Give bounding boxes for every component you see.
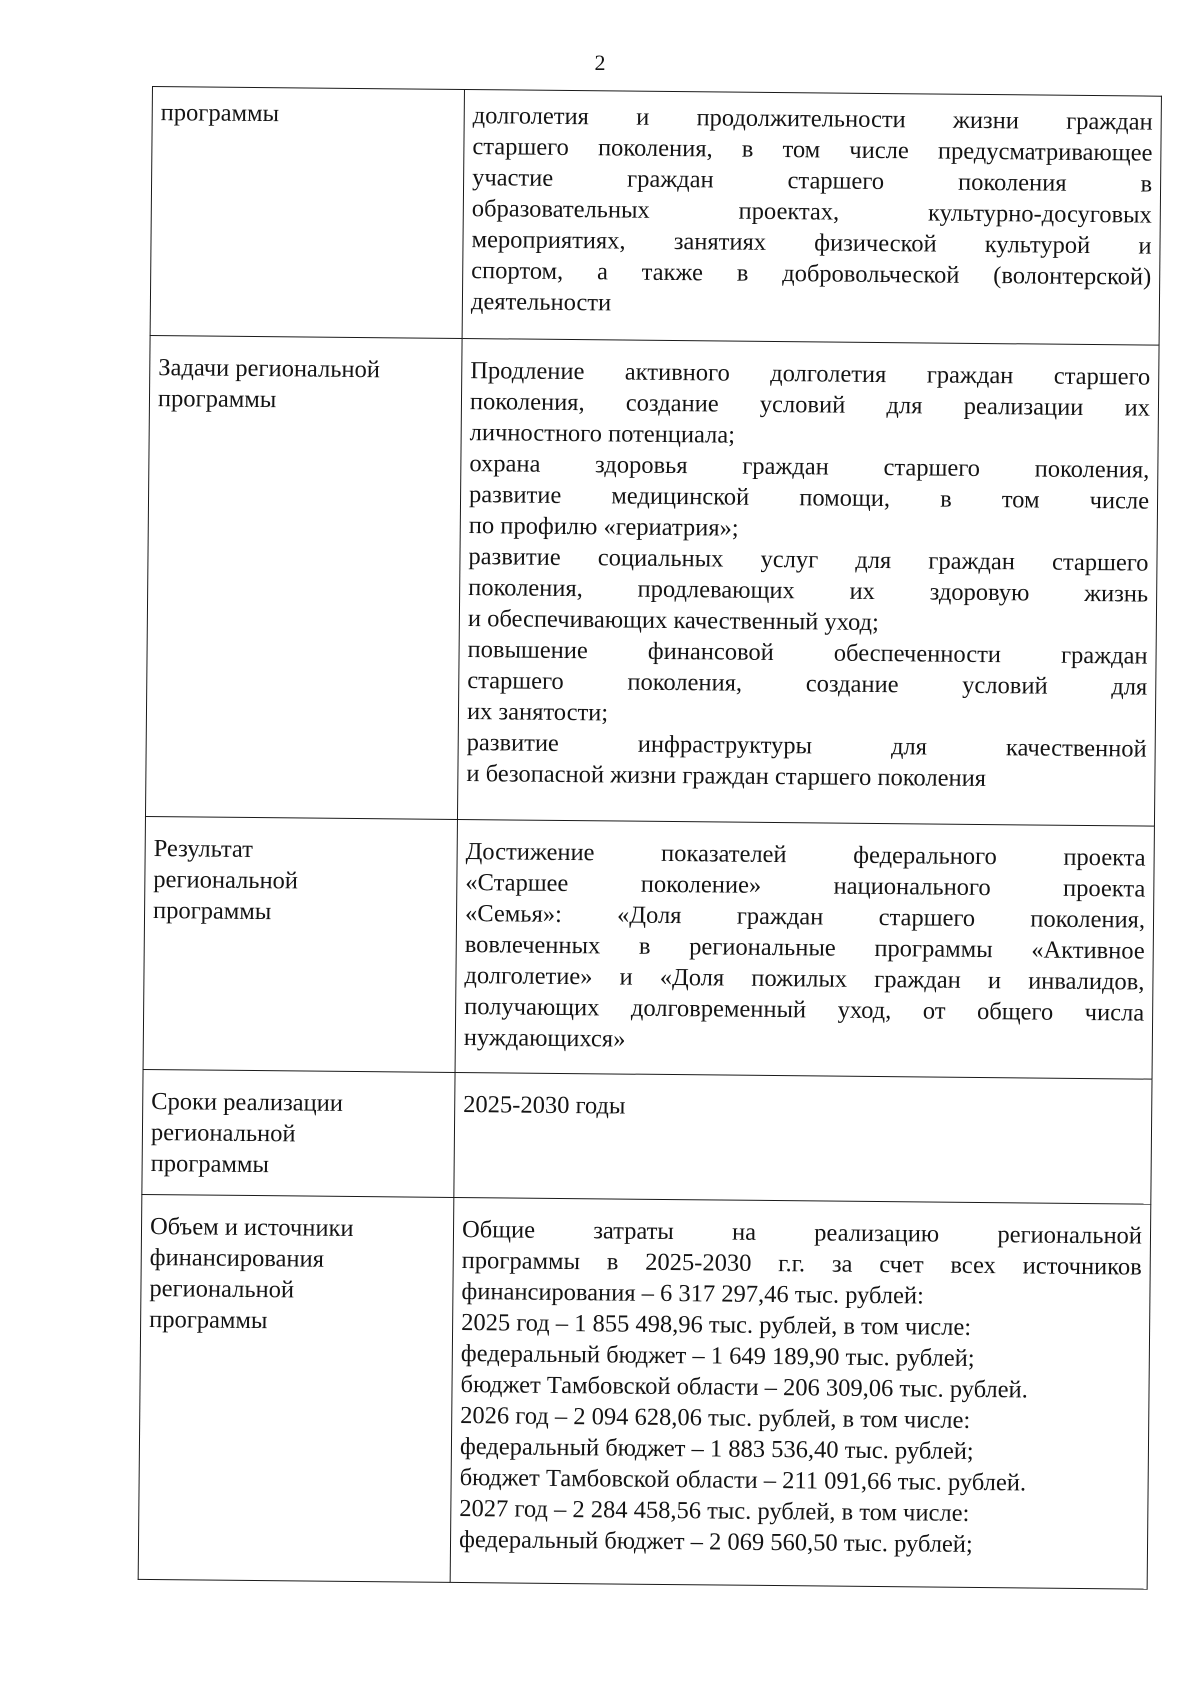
row-value-line: образовательных проектах, культурно-досуговых xyxy=(471,195,1152,229)
row-label-line: Сроки реализации xyxy=(151,1088,344,1117)
row-value-line: 2025-2030 годы xyxy=(463,1091,626,1120)
row-value-line: долголетие» и «Доля пожилых граждан и инвалидов, xyxy=(464,962,1145,996)
row-value-cell xyxy=(455,819,1154,1079)
row-value-line: федеральный бюджет – 1 883 536,40 тыс. рублей; xyxy=(459,1433,974,1465)
row-label-cell xyxy=(145,335,462,819)
row-value-line: федеральный бюджет – 2 069 560,50 тыс. рублей; xyxy=(458,1526,973,1558)
row-label-line: региональной xyxy=(150,1119,296,1148)
row-value-cell xyxy=(454,1072,1152,1204)
row-label-line: программы xyxy=(152,897,272,926)
row-value-cell xyxy=(462,89,1161,345)
row-label-cell xyxy=(150,87,464,339)
table-row xyxy=(142,1069,1152,1204)
row-value-line: 2027 год – 2 284 458,56 тыс. рублей, в том числе: xyxy=(459,1495,970,1527)
row-value-line: финансирования – 6 317 297,46 тыс. рублей: xyxy=(461,1278,925,1310)
table-row xyxy=(143,816,1154,1079)
row-value-line: «Семья»: «Доля граждан старшего поколения, xyxy=(464,900,1146,934)
row-label-line: Объем и источники xyxy=(149,1213,354,1242)
row-label-line: Задачи региональной xyxy=(158,354,381,384)
row-value-line: развитие социальных услуг для граждан старшего xyxy=(468,543,1149,577)
row-value-line: бюджет Тамбовской области – 206 309,06 тыс. рублей. xyxy=(460,1371,1028,1404)
row-value-line: развитие медицинской помощи, в том числе xyxy=(468,481,1150,515)
row-value-line: нуждающихся» xyxy=(463,1024,626,1053)
row-value-line: программы в 2025-2030 г.г. за счет всех источников xyxy=(461,1247,1142,1281)
row-value-cell xyxy=(457,338,1159,826)
row-value-line: Общие затраты на реализацию региональной xyxy=(461,1216,1143,1250)
row-value-line: поколения, продлевающих их здоровую жизнь xyxy=(468,574,1149,608)
table-row xyxy=(138,1194,1151,1589)
row-label-cell xyxy=(143,816,457,1072)
program-passport-table xyxy=(138,86,1162,1590)
row-value-cell xyxy=(450,1197,1151,1589)
row-label-line: программы xyxy=(150,1150,270,1179)
row-value-line: поколения, создание условий для реализации их xyxy=(469,388,1151,422)
row-label-cell xyxy=(142,1069,455,1197)
row-value-line: получающих долговременный уход, от общего числа xyxy=(464,993,1145,1027)
row-value-line: «Старшее поколение» национального проекта xyxy=(465,869,1146,903)
row-label-line: программы xyxy=(157,385,277,414)
row-value-line: федеральный бюджет – 1 649 189,90 тыс. рублей; xyxy=(460,1340,975,1372)
row-value-line: мероприятиях, занятиях физической культурой и xyxy=(471,226,1152,260)
table-row xyxy=(150,87,1161,346)
row-value-line: 2026 год – 2 094 628,06 тыс. рублей, в том числе: xyxy=(460,1402,971,1434)
row-value-line: долголетия и продолжительности жизни граждан xyxy=(472,102,1153,136)
row-value-line: по профилю «гериатрия»; xyxy=(468,512,739,542)
row-label-line: финансирования xyxy=(149,1244,325,1273)
row-value-line: и обеспечивающих качественный уход; xyxy=(467,605,880,637)
row-value-line: вовлеченных в региональные программы «Активное xyxy=(464,931,1145,965)
row-value-line: Достижение показателей федерального проекта xyxy=(465,838,1146,872)
row-value-line: бюджет Тамбовской области – 211 091,66 тыс. рублей. xyxy=(459,1464,1027,1497)
row-value-line: и безопасной жизни граждан старшего поколения xyxy=(466,760,987,793)
row-label-line: региональной xyxy=(153,866,299,895)
row-value-line: старшего поколения, создание условий для xyxy=(467,667,1148,701)
table-row xyxy=(145,335,1159,826)
row-label-cell xyxy=(138,1194,454,1582)
row-value-line: охрана здоровья граждан старшего поколения, xyxy=(469,450,1150,484)
table-body xyxy=(138,87,1161,1590)
row-label-line: программы xyxy=(160,99,280,128)
row-value-line: старшего поколения, в том числе предусматривающее xyxy=(472,133,1153,167)
row-label-line: региональной xyxy=(149,1275,295,1304)
row-label-line: Результат xyxy=(153,835,254,864)
row-value-line: спортом, а также в добровольческой (волонтерской) xyxy=(471,257,1152,291)
row-label-line: программы xyxy=(149,1306,268,1335)
row-value-line: Продление активного долголетия граждан старшего xyxy=(470,357,1151,391)
row-value-line: участие граждан старшего поколения в xyxy=(472,164,1153,198)
row-value-line: 2025 год – 1 855 498,96 тыс. рублей, в том числе: xyxy=(461,1309,972,1341)
page-number: 2 xyxy=(594,50,606,75)
row-value-line: личностного потенциала; xyxy=(469,419,736,449)
row-value-line: развитие инфраструктуры для качественной xyxy=(466,729,1147,763)
row-value-line: их занятости; xyxy=(466,698,609,727)
row-value-line: повышение финансовой обеспеченности граждан xyxy=(467,636,1148,670)
row-value-line: деятельности xyxy=(470,288,612,317)
